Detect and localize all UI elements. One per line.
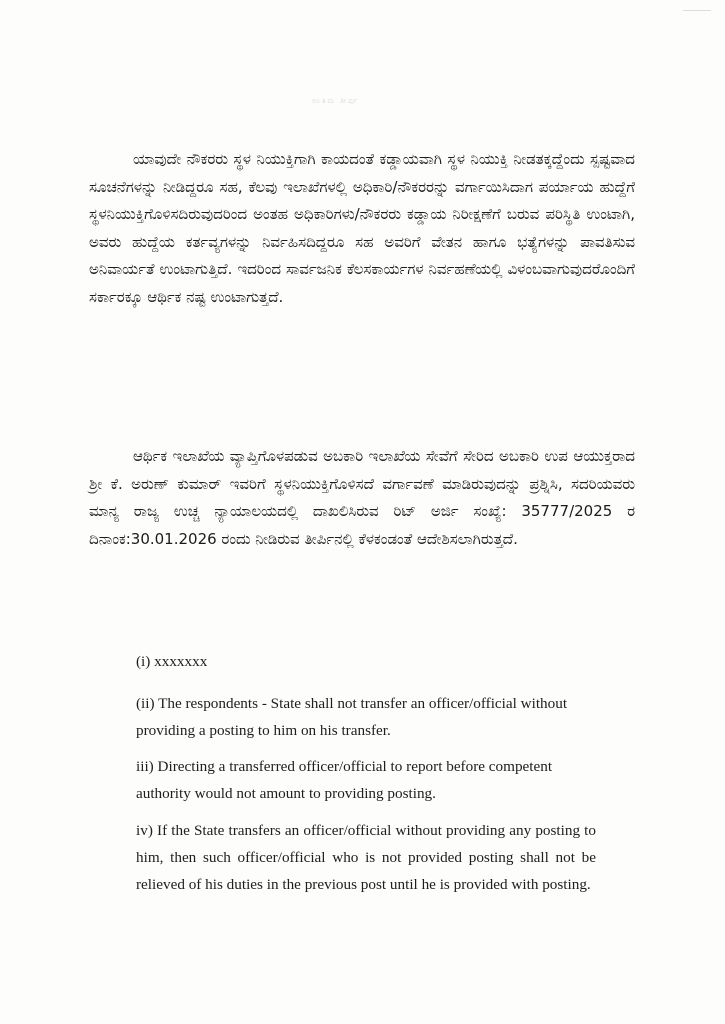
order-item-iv: iv) If the State transfers an officer/official without providing any posting to him, then such officer/official who is not provided posting shall not be relieved of his duties in the previous post until he is provided with posting. <box>136 822 596 894</box>
order-item-ii: (ii) The respondents - State shall not transfer an officer/official without providing a posting to him on his transfer. <box>136 695 568 740</box>
scan-artifact <box>683 10 711 19</box>
order-item-i: (i) xxxxxxx <box>136 653 208 671</box>
faint-header: ಅಂತಿಮ ತೀರ್ಪು <box>312 97 360 105</box>
paragraph-kannada-1: ಯಾವುದೇ ನೌಕರರು ಸ್ಥಳ ನಿಯುಕ್ತಿಗಾಗಿ ಕಾಯದಂತೆ ಕಡ್ಡಾಯವಾಗಿ ಸ್ಥಳ ನಿಯುಕ್ತಿ ನೀಡತಕ್ಕದ್ದೆಂದು ಸ್ಪಷ್ಟವಾದ ಸೂಚನೆಗಳನ್ನು ನೀಡಿದ್ದರೂ ಸಹ, ಕೆಲವು ಇಲಾಖೆಗಳಲ್ಲಿ ಅಧಿಕಾರಿ/ನೌಕರರನ್ನು ವರ್ಗಾಯಿಸಿದಾಗ ಪರ್ಯಾಯ ಹುದ್ದೆಗೆ ಸ್ಥಳನಿಯುಕ್ತಿಗೊಳಿಸದಿರುವುದರಿಂದ ಅಂತಹ ಅಧಿಕಾರಿಗಳು/ನೌಕರರು ಕಡ್ಡಾಯ ನಿರೀಕ್ಷಣೆಗೆ ಬರುವ ಪರಿಸ್ಥಿತಿ ಉಂಟಾಗಿ, ಅವರು ಹುದ್ದೆಯ ಕರ್ತವ್ಯಗಳನ್ನು ನಿರ್ವಹಿಸದಿದ್ದರೂ ಸಹ ಅವರಿಗೆ ವೇತನ ಹಾಗೂ ಭತ್ಯೆಗಳನ್ನು ಪಾವತಿಸುವ ಅನಿವಾರ್ಯತೆ ಉಂಟಾಗುತ್ತಿದೆ. ಇದರಿಂದ ಸಾರ್ವಜನಿಕ ಕೆಲಸಕಾರ್ಯಗಳ ನಿರ್ವಹಣೆಯಲ್ಲಿ ವಿಳಂಬವಾಗುವುದರೊಂದಿಗೆ ಸರ್ಕಾರಕ್ಕೂ ಆರ್ಥಿಕ ನಷ್ಟ ಉಂಟಾಗುತ್ತದೆ. <box>89 150 635 306</box>
order-item-iii: iii) Directing a transferred officer/official to report before competent authority would not amount to providing posting. <box>136 758 553 803</box>
paragraph-kannada-2: ಆರ್ಥಿಕ ಇಲಾಖೆಯ ವ್ಯಾಪ್ತಿಗೊಳಪಡುವ ಅಬಕಾರಿ ಇಲಾಖೆಯ ಸೇವೆಗೆ ಸೇರಿದ ಅಬಕಾರಿ ಉಪ ಆಯುಕ್ತರಾದ ಶ್ರೀ ಕೆ. ಅರುಣ್ ಕುಮಾರ್ ಇವರಿಗೆ ಸ್ಥಳನಿಯುಕ್ತಿಗೊಳಿಸದೆ ವರ್ಗಾವಣೆ ಮಾಡಿರುವುದನ್ನು ಪ್ರಶ್ನಿಸಿ, ಸದರಿಯವರು ಮಾನ್ಯ ರಾಜ್ಯ ಉಚ್ಚ ನ್ಯಾಯಾಲಯದಲ್ಲಿ ದಾಖಲಿಸಿರುವ ರಿಟ್ ಅರ್ಜಿ ಸಂಖ್ಯೆ: 35777/2025 ರ ದಿನಾಂಕ:30.01.2026 ರಂದು ನೀಡಿರುವ ತೀರ್ಪಿನಲ್ಲಿ ಕೆಳಕಂಡಂತೆ ಆದೇಶಿಸಲಾಗಿರುತ್ತದೆ. <box>89 447 635 548</box>
